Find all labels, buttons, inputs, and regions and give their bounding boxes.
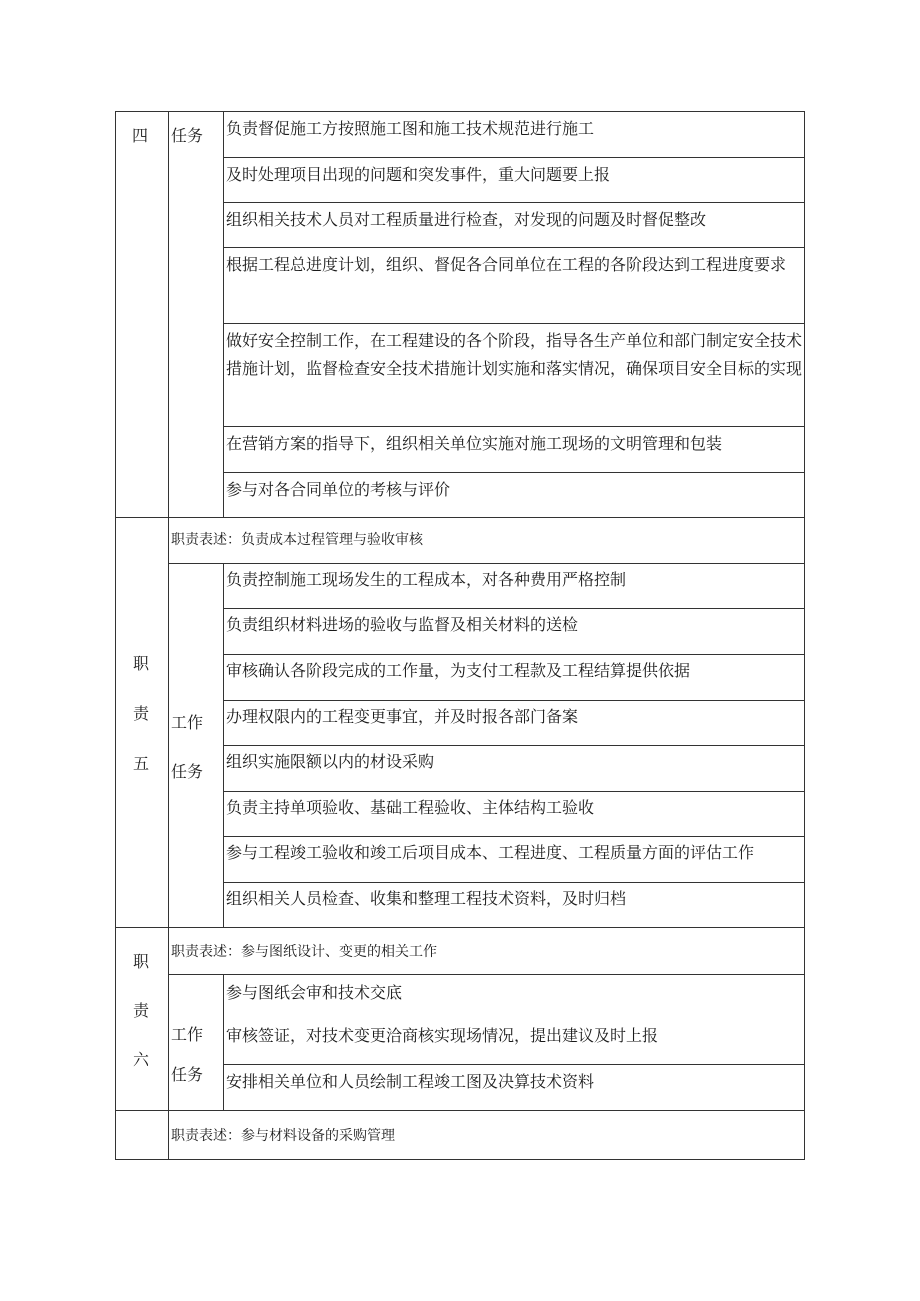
column-divider bbox=[223, 563, 224, 927]
task-item: 负责控制施工现场发生的工程成本，对各种费用严格控制 bbox=[226, 570, 627, 589]
section-title-char: 职 bbox=[133, 654, 150, 673]
section-divider bbox=[115, 927, 805, 928]
task-item: 参与工程竣工验收和竣工后项目成本、工程进度、工程质量方面的评估工作 bbox=[226, 843, 755, 862]
column-divider bbox=[223, 974, 224, 1110]
row-divider bbox=[223, 247, 805, 248]
row-divider bbox=[223, 882, 805, 883]
row-divider bbox=[223, 1064, 805, 1065]
row-divider bbox=[223, 745, 805, 746]
row-divider bbox=[223, 323, 805, 324]
section-title-char: 五 bbox=[133, 754, 150, 773]
row-divider bbox=[223, 426, 805, 427]
task-item: 组织实施限额以内的材设采购 bbox=[226, 752, 435, 771]
task-label: 工作 bbox=[171, 1025, 204, 1044]
row-divider bbox=[223, 836, 805, 837]
table-left-border bbox=[115, 111, 116, 1160]
task-item: 根据工程总进度计划，组织、督促各合同单位在工程的各阶段达到工程进度要求 bbox=[226, 255, 787, 274]
section-divider bbox=[115, 517, 805, 518]
row-divider bbox=[223, 202, 805, 203]
task-item: 参与图纸会审和技术交底 bbox=[226, 983, 403, 1002]
task-label: 工作 bbox=[171, 713, 204, 732]
task-item: 及时处理项目出现的问题和突发事件，重大问题要上报 bbox=[226, 165, 611, 184]
section-title-char: 责 bbox=[133, 1001, 150, 1020]
task-item: 安排相关单位和人员绘制工程竣工图及决算技术资料 bbox=[226, 1072, 595, 1091]
section-description: 职责表述：负责成本过程管理与验收审核 bbox=[171, 532, 423, 548]
table-right-border bbox=[804, 111, 805, 1160]
task-item: 负责主持单项验收、基础工程验收、主体结构工验收 bbox=[226, 798, 595, 817]
table-top-border bbox=[115, 111, 805, 112]
section-title-char: 职 bbox=[133, 952, 150, 971]
table-bottom-border bbox=[115, 1159, 805, 1160]
task-item: 做好安全控制工作，在工程建设的各个阶段，指导各生产单位和部门制定安全技术措施计划，监督检查安全技术措施计划实施和落实情况，确保项目安全目标的实现 bbox=[226, 331, 803, 378]
row-divider bbox=[223, 700, 805, 701]
task-item: 参与对各合同单位的考核与评价 bbox=[226, 480, 451, 499]
row-divider bbox=[168, 974, 805, 975]
row-divider bbox=[223, 608, 805, 609]
task-item: 组织相关技术人员对工程质量进行检查，对发现的问题及时督促整改 bbox=[226, 210, 707, 229]
row-divider bbox=[223, 791, 805, 792]
task-item: 负责督促施工方按照施工图和施工技术规范进行施工 bbox=[226, 119, 595, 138]
column-divider bbox=[168, 111, 169, 1160]
column-divider bbox=[223, 111, 224, 517]
task-item: 审核签证，对技术变更洽商核实现场情况，提出建议及时上报 bbox=[226, 1026, 659, 1045]
task-label: 任务 bbox=[171, 1065, 204, 1084]
task-label: 任务 bbox=[171, 126, 204, 145]
task-item: 组织相关人员检查、收集和整理工程技术资料，及时归档 bbox=[226, 889, 627, 908]
task-label: 任务 bbox=[171, 762, 204, 781]
task-item: 办理权限内的工程变更事宜，并及时报各部门备案 bbox=[226, 707, 579, 726]
task-item: 在营销方案的指导下，组织相关单位实施对施工现场的文明管理和包装 bbox=[226, 434, 723, 453]
row-divider bbox=[223, 472, 805, 473]
section-title-char: 六 bbox=[133, 1050, 150, 1069]
section-description: 职责表述：参与图纸设计、变更的相关工作 bbox=[171, 944, 437, 960]
row-divider bbox=[223, 654, 805, 655]
row-divider bbox=[223, 157, 805, 158]
row-divider bbox=[168, 563, 805, 564]
section-divider bbox=[115, 1110, 805, 1111]
task-item: 负责组织材料进场的验收与监督及相关材料的送检 bbox=[226, 615, 579, 634]
section-description: 职责表述：参与材料设备的采购管理 bbox=[171, 1128, 395, 1144]
task-item: 审核确认各阶段完成的工作量，为支付工程款及工程结算提供依据 bbox=[226, 661, 691, 680]
section-index: 四 bbox=[132, 126, 149, 145]
section-title-char: 责 bbox=[133, 704, 150, 723]
